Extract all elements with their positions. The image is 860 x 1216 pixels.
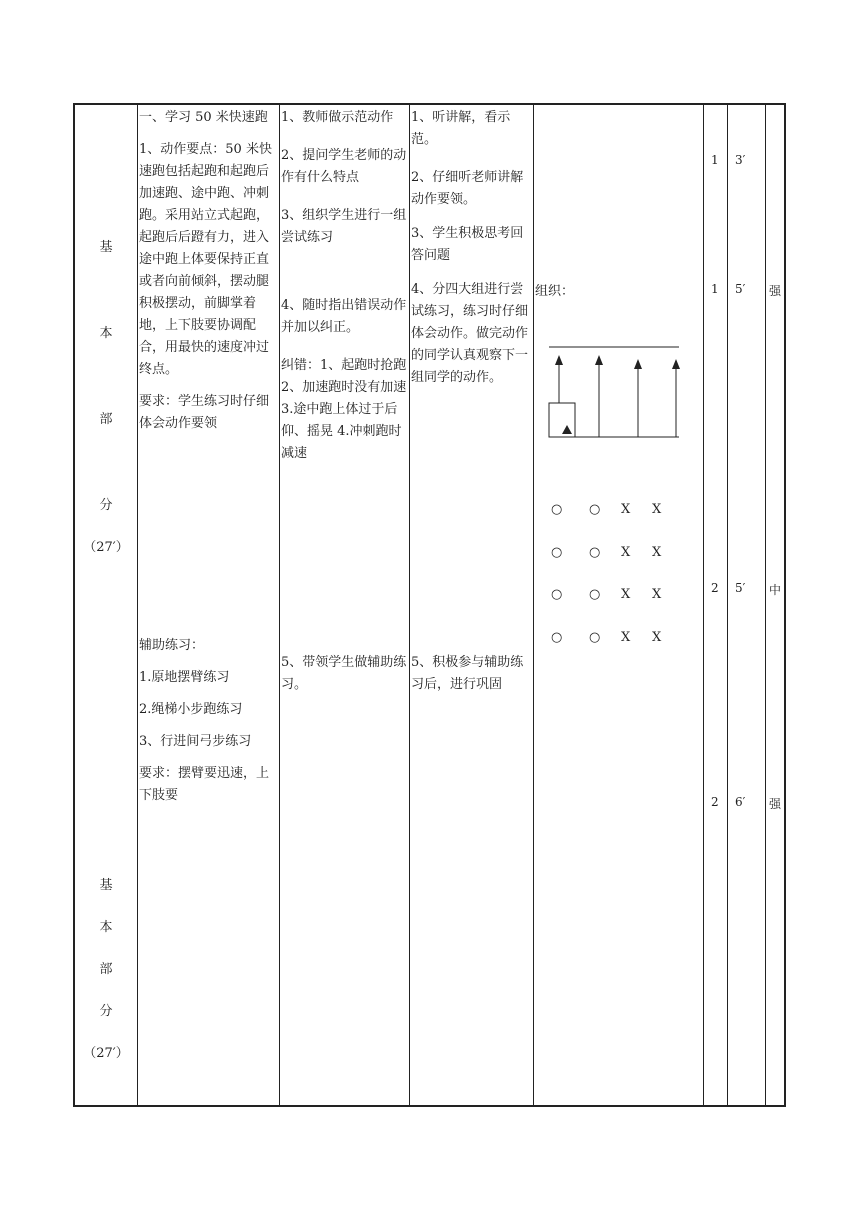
aux-requirement: 要求：摆臂要迅速，上下肢要: [139, 766, 270, 803]
section-char: 本: [99, 326, 113, 341]
aux-item: 2.绳梯小步跑练习: [139, 702, 243, 717]
student-column: [411, 107, 531, 399]
aux-item: 3、行进间弓步练习: [139, 734, 252, 749]
section-char: 基: [99, 878, 113, 893]
formation-symbol: ○: [551, 545, 563, 560]
column-divider: [409, 105, 410, 1105]
practice-count: 1: [711, 282, 719, 296]
teacher-step: 5、带领学生做辅助练习。: [281, 655, 407, 692]
section-time: （27′）: [83, 540, 129, 555]
section-time: （27′）: [83, 1046, 129, 1061]
formation-symbol: ○: [589, 502, 601, 517]
formation-symbol: X: [621, 587, 631, 602]
content-points: 1、动作要点：50 米快速跑包括起跑和起跑后加速跑、途中跑、冲刺跑。采用站立式起跑，起跑后后蹬有力，进入途中跑上体要保持正直或者向前倾斜，摆动腿积极摆动，前脚掌着地，上下肢要协调配合，用最快的速度冲过终点。: [139, 142, 272, 377]
formation-symbol: ○: [551, 502, 563, 517]
practice-time: 6′: [735, 795, 746, 809]
intensity: 中: [769, 583, 782, 597]
organization-label: 组织：: [535, 284, 575, 299]
practice-count: 1: [711, 153, 719, 167]
teacher-step: 3、组织学生进行一组尝试练习: [281, 208, 407, 245]
formation-symbol: X: [652, 587, 662, 602]
student-step: 1、听讲解，看示范。: [411, 110, 511, 147]
column-divider: [765, 105, 766, 1105]
section-char: 部: [99, 412, 113, 427]
section-char: 本: [99, 920, 113, 935]
student-step: 4、分四大组进行尝试练习，练习时仔细体会动作。做完动作的同学认真观察下一组同学的动作。: [411, 282, 529, 385]
practice-time: 3′: [735, 153, 746, 167]
formation-symbol: ○: [551, 587, 563, 602]
formation-symbol: ○: [589, 630, 601, 645]
formation-symbol: ○: [551, 630, 563, 645]
intensity: 强: [769, 284, 782, 298]
teacher-corrections: 纠错：1、起跑时抢跑 2、加速跑时没有加速 3.途中跑上体过于后仰、摇晃 4.冲刺跑时减速: [281, 358, 407, 461]
section-char: 分: [99, 1004, 113, 1019]
teacher-step: 1、教师做示范动作: [281, 110, 394, 125]
section-char: 基: [99, 240, 113, 255]
formation-symbol: X: [652, 630, 662, 645]
formation-symbol: X: [621, 502, 631, 517]
column-divider: [727, 105, 728, 1105]
section-label: [75, 237, 137, 623]
student-aux: [411, 652, 531, 706]
column-divider: [137, 105, 138, 1105]
practice-count: 2: [711, 795, 719, 809]
auxiliary-block: [139, 635, 277, 817]
section-label-2: [75, 875, 137, 1129]
column-divider: [703, 105, 704, 1105]
practice-time: 5′: [735, 282, 746, 296]
teacher-step: 2、提问学生老师的动作有什么特点: [281, 148, 407, 185]
formation-symbol: X: [652, 545, 662, 560]
content-requirement: 要求：学生练习时仔细体会动作要领: [139, 394, 270, 431]
formation-symbol: ○: [589, 545, 601, 560]
student-step: 5、积极参与辅助练习后，进行巩固: [411, 655, 524, 692]
formation-symbol: ○: [589, 587, 601, 602]
running-lanes-diagram: [545, 343, 685, 443]
column-divider: [533, 105, 534, 1105]
section-char: 部: [99, 962, 113, 977]
student-step: 2、仔细听老师讲解动作要领。: [411, 170, 524, 207]
aux-item: 1.原地摆臂练习: [139, 670, 230, 685]
aux-title: 辅助练习：: [139, 638, 205, 653]
practice-count: 2: [711, 581, 719, 595]
content-column: [139, 107, 277, 445]
teacher-aux: [281, 652, 407, 706]
lesson-plan-table: [73, 103, 786, 1107]
student-step: 3、学生积极思考回答问题: [411, 226, 524, 263]
teacher-step: 4、随时指出错误动作并加以纠正。: [281, 298, 407, 335]
column-divider: [279, 105, 280, 1105]
formation-symbol: X: [652, 502, 662, 517]
formation-symbol: X: [621, 630, 631, 645]
intensity: 强: [769, 797, 782, 811]
formation-symbol: X: [621, 545, 631, 560]
section-char: 分: [99, 498, 113, 513]
teacher-column: [281, 107, 407, 475]
practice-time: 5′: [735, 581, 746, 595]
content-title: 一、学习 50 米快速跑: [139, 110, 268, 125]
